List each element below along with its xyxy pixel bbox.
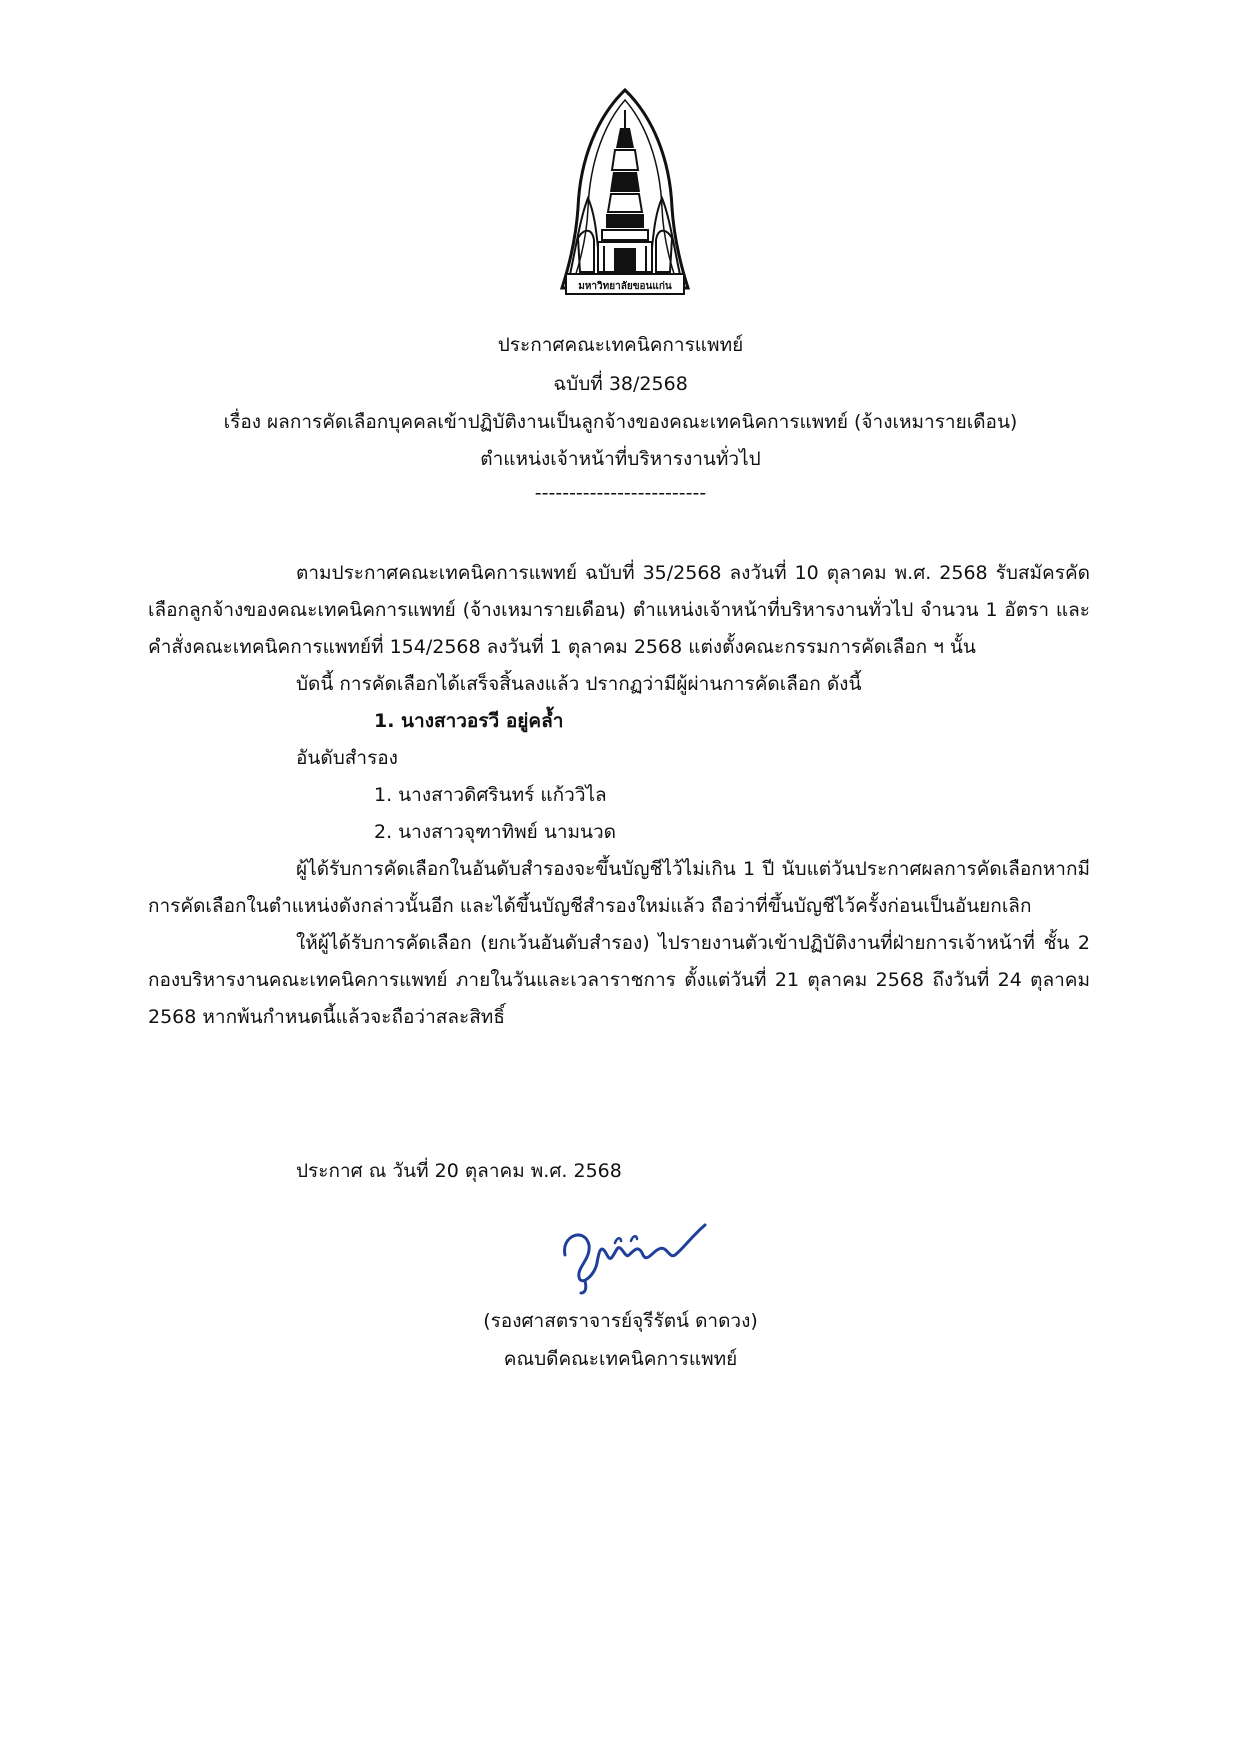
announcement-body xyxy=(148,555,1090,1036)
reserve-note-paragraph: ผู้ได้รับการคัดเลือกในอันดับสำรองจะขึ้นบัญชีไว้ไม่เกิน 1 ปี นับแต่วันประกาศผลการคัดเลือกหากมีการคัดเลือกในตำแหน่งดังกล่าวนั้นอีก และได้ขึ้นบัญชีสำรองใหม่แล้ว ถือว่าที่ขึ้นบัญชีไว้ครั้งก่อนเป็นอันยกเลิก xyxy=(148,858,1090,917)
announcement-number: ฉบับที่ 38/2568 xyxy=(553,373,688,395)
reserve-candidate: 2. นางสาวจุฑาทิพย์ นามนวด xyxy=(374,821,617,843)
report-note-paragraph: ให้ผู้ได้รับการคัดเลือก (ยกเว้นอันดับสำรอง) ไปรายงานตัวเข้าปฏิบัติงานที่ฝ่ายการเจ้าหน้าที่ ชั้น 2 กองบริหารงานคณะเทคนิคการแพทย์ ภายในวันและเวลาราชการ ตั้งแต่วันที่ 21 ตุลาคม 2568 ถึงวันที่ 24 ตุลาคม 2568 หากพ้นกำหนดนี้แล้วจะถือว่าสละสิทธิ์ xyxy=(148,932,1090,1028)
reserve-candidate: 1. นางสาวดิศรินทร์ แก้ววิไล xyxy=(374,784,607,806)
signer-title: คณบดีคณะเทคนิคการแพทย์ xyxy=(503,1348,738,1370)
university-emblem-logo xyxy=(558,88,692,302)
header-separator: ------------------------- xyxy=(534,482,707,504)
announcement-date: ประกาศ ณ วันที่ 20 ตุลาคม พ.ศ. 2568 xyxy=(296,1160,622,1182)
announcement-position: ตำแหน่งเจ้าหน้าที่บริหารงานทั่วไป xyxy=(480,448,761,470)
intro-paragraph: ตามประกาศคณะเทคนิคการแพทย์ ฉบับที่ 35/2568 ลงวันที่ 10 ตุลาคม พ.ศ. 2568 รับสมัครคัดเลือกลูกจ้างของคณะเทคนิคการแพทย์ (จ้างเหมารายเดือน) ตำแหน่งเจ้าหน้าที่บริหารงานทั่วไป จำนวน 1 อัตรา และคำสั่งคณะเทคนิคการแพทย์ที่ 154/2568 ลงวันที่ 1 ตุลาคม 2568 แต่งตั้งคณะกรรมการคัดเลือก ฯ นั้น xyxy=(148,562,1090,658)
selected-candidate: 1. นางสาวอรวี อยู่คล้ำ xyxy=(374,710,564,732)
result-intro: บัดนี้ การคัดเลือกได้เสร็จสิ้นลงแล้ว ปรากฏว่ามีผู้ผ่านการคัดเลือก ดังนี้ xyxy=(296,673,862,695)
reserve-heading: อันดับสำรอง xyxy=(296,747,398,769)
dean-signature xyxy=(555,1215,715,1295)
announcement-subject: เรื่อง ผลการคัดเลือกบุคคลเข้าปฏิบัติงานเป็นลูกจ้างของคณะเทคนิคการแพทย์ (จ้างเหมารายเดือน) xyxy=(223,411,1018,433)
signer-name: (รองศาสตราจารย์จุรีรัตน์ ดาดวง) xyxy=(483,1310,758,1332)
announcement-title: ประกาศคณะเทคนิคการแพทย์ xyxy=(497,334,744,356)
emblem-banner-text: มหาวิทยาลัยขอนแก่น xyxy=(578,281,672,292)
